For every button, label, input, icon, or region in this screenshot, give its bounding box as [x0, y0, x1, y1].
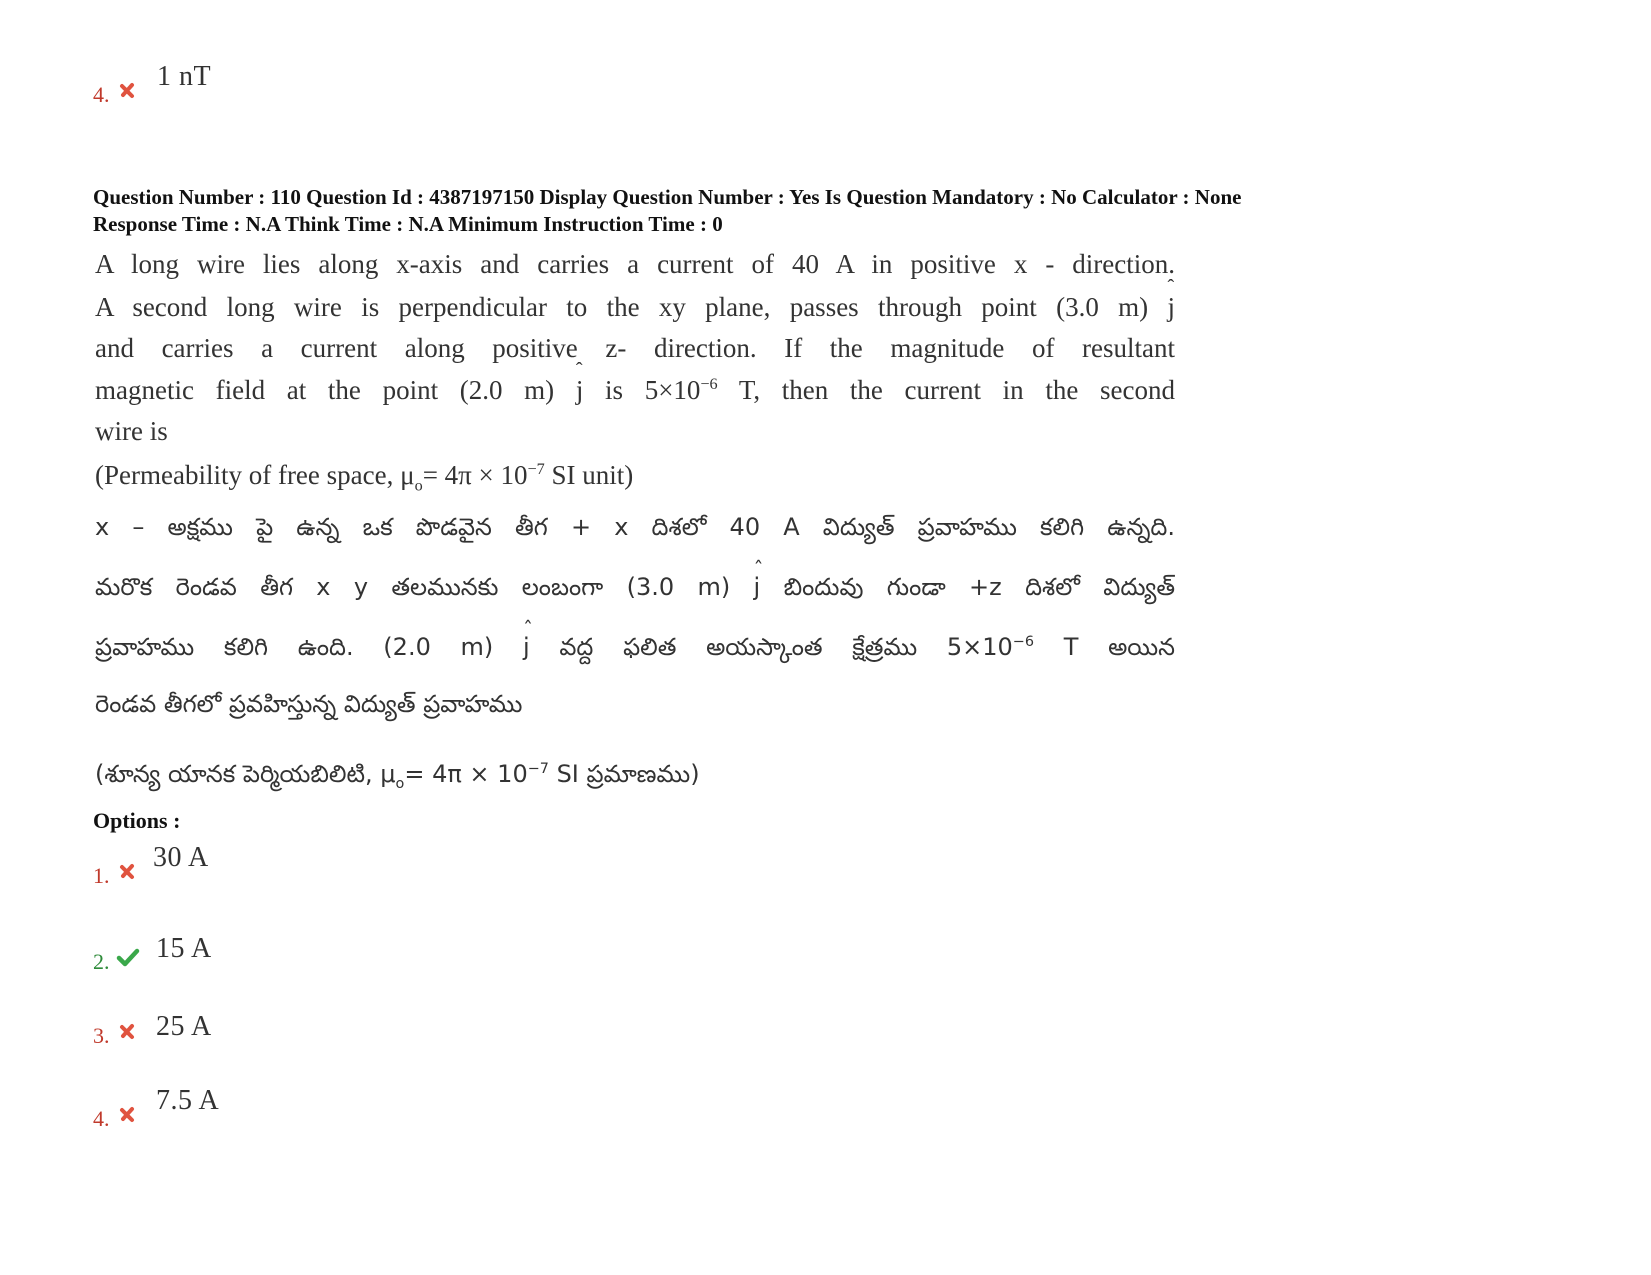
question-te-line5: (శూన్య యానక పెర్మియబిలిటి, $\mu_o= 4\pi \times 10^{-7}$ SI ప్రమాణము)	[95, 760, 700, 792]
question-en-line2: A second long wire is perpendicular to the xy plane, passes through point (3.0 m) ˆ j	[95, 292, 1175, 323]
question-te-line4: రెండవ తీగలో ప్రవహిస్తున్న విద్యుత్ ప్రవాహము	[95, 690, 523, 718]
question-meta-line1: Question Number : 110 Question Id : 4387197150 Display Question Number : Yes Is Question Mandatory : No Calculator : None	[93, 185, 1242, 209]
question-meta-line2: Response Time : N.A Think Time : N.A Minimum Instruction Time : 0	[93, 212, 723, 236]
question-te-line3: ప్రవాహము కలిగి ఉంది. (2.0 m) ˆ j వద్ద ఫలిత అయస్కాంత క్షేత్రము $5\times 10^{-6}$ T అయిన	[95, 633, 1175, 667]
wrong-cross-icon	[119, 1022, 137, 1040]
question-en-line5: wire is	[95, 416, 168, 446]
wrong-cross-icon	[119, 81, 137, 99]
wrong-cross-icon	[119, 862, 137, 880]
option-2-number: 2.	[93, 949, 110, 974]
correct-check-icon	[116, 948, 140, 968]
option-1-text: 30 A	[153, 842, 209, 873]
option-1-number: 1.	[93, 863, 110, 888]
option-text: 1 nT	[157, 61, 212, 92]
option-2-text: 15 A	[156, 933, 212, 964]
question-te-line2: మరొక రెండవ తీగ x y తలమునకు లంబంగా (3.0 m) ˆ j బిందువు గుండా +z దిశలో విద్యుత్	[95, 573, 1175, 607]
option-3-text: 25 A	[156, 1011, 212, 1042]
question-en-line6: (Permeability of free space, $\mu_o= 4\pi \times 10^{-7}$ SI unit)	[95, 460, 634, 495]
option-4-number: 4.	[93, 1106, 110, 1131]
option-number: 4.	[93, 82, 110, 107]
wrong-cross-icon	[119, 1105, 137, 1123]
prev-option-4	[93, 82, 110, 108]
options-label: Options :	[93, 808, 181, 833]
question-te-line1: x – అక్షము పై ఉన్న ఒక పొడవైన తీగ + x దిశలో 40 A విద్యుత్ ప్రవాహము కలిగి ఉన్నది.	[95, 513, 1175, 541]
question-en-line4: magnetic field at the point (2.0 m) ˆ j is $5\times 10^{-6}$ T, then the current in the second	[95, 375, 1175, 406]
option-3-number: 3.	[93, 1023, 110, 1048]
question-en-line1: A long wire lies along x-axis and carries a current of 40 A in positive x - direction.	[95, 249, 1175, 279]
option-4-text: 7.5 A	[156, 1085, 220, 1116]
question-en-line3: and carries a current along positive z- direction. If the magnitude of resultant	[95, 333, 1175, 363]
